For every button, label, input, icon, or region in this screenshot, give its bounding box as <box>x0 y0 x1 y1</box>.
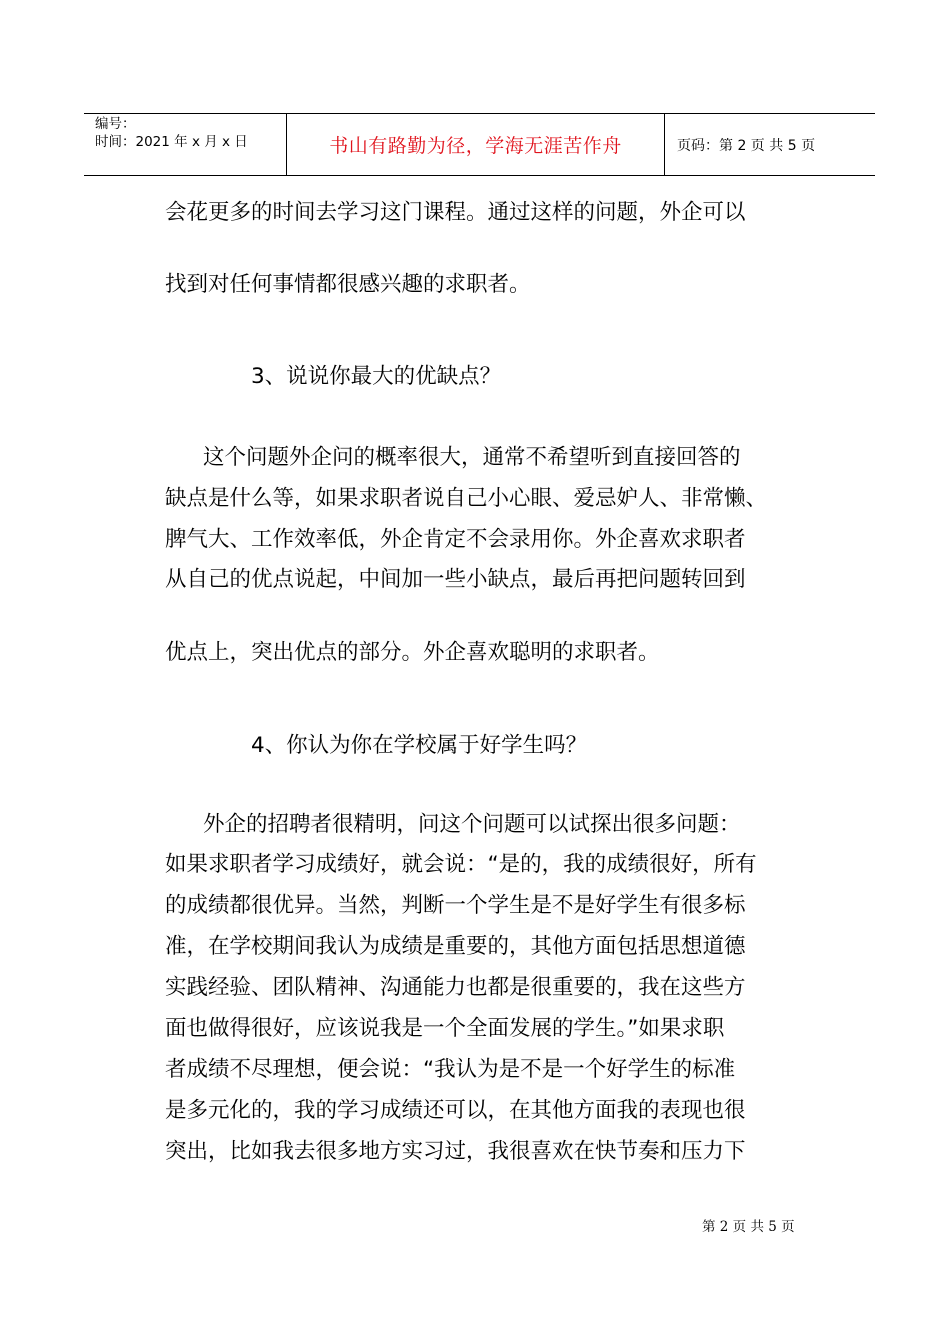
header-motto-cell <box>287 114 665 175</box>
paragraph-line: 突出，比如我去很多地方实习过，我很喜欢在快节奏和压力下 <box>165 1139 746 1164</box>
paragraph-line: 从自己的优点说起，中间加一些小缺点，最后再把问题转回到 <box>165 567 746 592</box>
paragraph-line: 外企的招聘者很精明，问这个问题可以试探出很多问题： <box>203 812 741 837</box>
paragraph-line: 这个问题外企问的概率很大，通常不希望听到直接回答的 <box>203 445 741 470</box>
paragraph-line: 会花更多的时间去学习这门课程。通过这样的问题，外企可以 <box>165 200 746 225</box>
header-page-cell <box>665 114 875 175</box>
header-meta-cell <box>84 114 287 175</box>
paragraph-line: 脾气大、工作效率低，外企肯定不会录用你。外企喜欢求职者 <box>165 527 746 552</box>
paragraph-line: 准，在学校期间我认为成绩是重要的，其他方面包括思想道德 <box>165 934 746 959</box>
paragraph-line: 的成绩都很优异。当然，判断一个学生是不是好学生有很多标 <box>165 893 746 918</box>
paragraph-line: 是多元化的，我的学习成绩还可以，在其他方面我的表现也很 <box>165 1098 746 1123</box>
paragraph-line: 者成绩不尽理想，便会说：“我认为是不是一个好学生的标准 <box>165 1057 736 1082</box>
paragraph-line: 如果求职者学习成绩好，就会说：“是的，我的成绩很好，所有 <box>165 852 757 877</box>
paragraph-line: 实践经验、团队精神、沟通能力也都是很重要的，我在这些方 <box>165 975 746 1000</box>
number-label: 编号： <box>95 116 136 132</box>
motto-text: 书山有路勤为径，学海无涯苦作舟 <box>329 135 622 157</box>
paragraph-line: 优点上，突出优点的部分。外企喜欢聪明的求职者。 <box>165 640 660 665</box>
page-info: 页码：第 2 页 共 5 页 <box>677 137 816 154</box>
document-header <box>84 113 875 176</box>
section-heading-4: 4、你认为你在学校属于好学生吗？ <box>251 733 588 758</box>
paragraph-line: 缺点是什么等，如果求职者说自己小心眼、爱忌妒人、非常懒、 <box>165 486 768 511</box>
paragraph-line: 面也做得很好，应该说我是一个全面发展的学生。”如果求职 <box>165 1016 725 1041</box>
time-label: 时间：2021 年 x 月 x 日 <box>95 134 248 150</box>
page-footer: 第 2 页 共 5 页 <box>702 1219 795 1235</box>
paragraph-line: 找到对任何事情都很感兴趣的求职者。 <box>165 272 531 297</box>
section-heading-3: 3、说说你最大的优缺点？ <box>251 364 502 389</box>
